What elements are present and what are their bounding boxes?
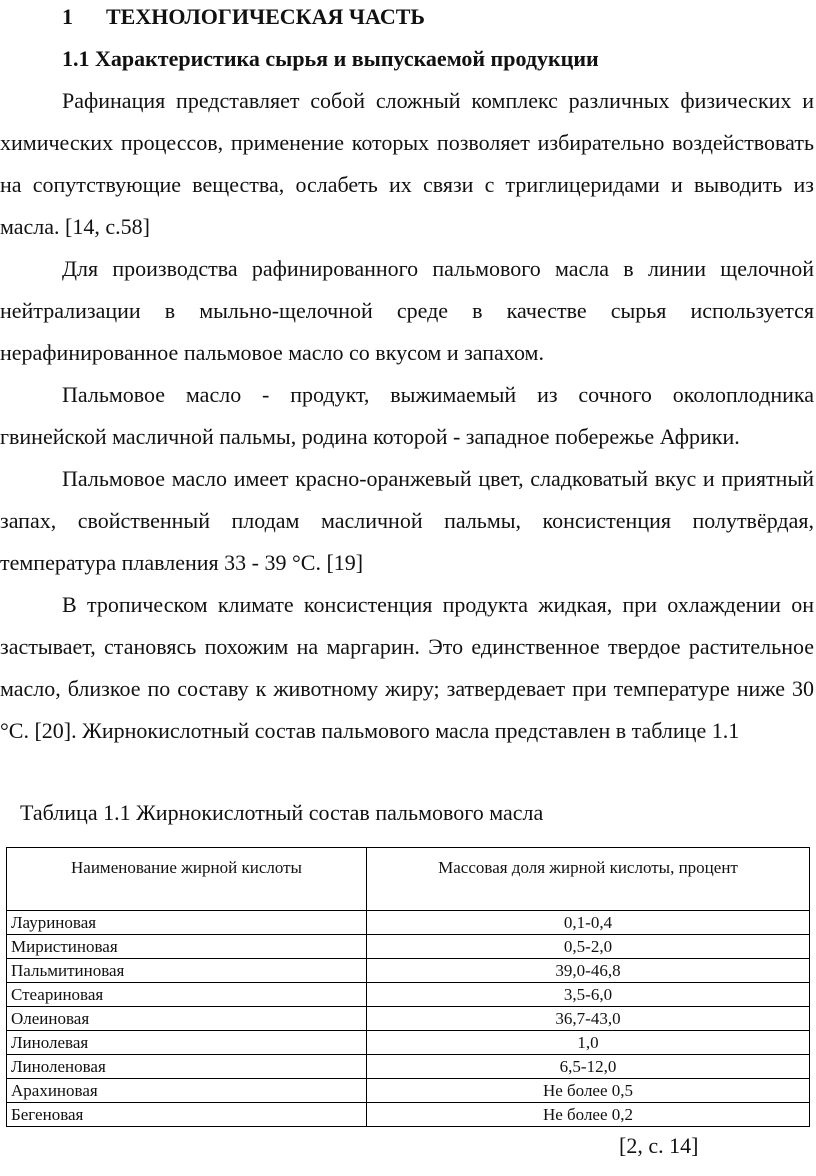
paragraph: Рафинация представляет собой сложный комплекс различных физических и химических процессов, применение которых позволяет избирательно воздействовать на сопутствующие вещества, ослабеть их связи с триглицеридами и выводить из масла. [14, с.58] <box>0 88 814 239</box>
subsection-heading: 1.1 Характеристика сырья и выпускаемой продукции <box>62 46 599 71</box>
section-number: 1 <box>62 4 73 29</box>
acid-name-cell: Олеиновая <box>7 1007 367 1031</box>
table-row <box>7 1031 810 1055</box>
section-heading <box>62 2 425 32</box>
acid-name-cell: Пальмитиновая <box>7 959 367 983</box>
mass-fraction-cell: 36,7-43,0 <box>367 1007 810 1031</box>
table-caption: Таблица 1.1 Жирнокислотный состав пальмового масла <box>20 800 544 825</box>
mass-fraction-cell: 0,1-0,4 <box>367 911 810 935</box>
table-row <box>7 1103 810 1127</box>
table-row <box>7 911 810 935</box>
table-row <box>7 983 810 1007</box>
paragraph: Пальмовое масло имеет красно-оранжевый цвет, сладковатый вкус и приятный запах, свойственный плодам масличной пальмы, консистенция полутвёрдая, температура плавления 33 - 39 °С. [19] <box>0 466 814 575</box>
column-header-mass-fraction: Массовая доля жирной кислоты, процент <box>367 848 810 911</box>
section-title: ТЕХНОЛОГИЧЕСКАЯ ЧАСТЬ <box>106 4 425 29</box>
mass-fraction-cell: 6,5-12,0 <box>367 1055 810 1079</box>
table-row <box>7 959 810 983</box>
paragraph: Для производства рафинированного пальмового масла в линии щелочной нейтрализации в мыльно-щелочной среде в качестве сырья используется нерафинированное пальмовое масло со вкусом и запахом. <box>0 256 814 365</box>
mass-fraction-cell: 1,0 <box>367 1031 810 1055</box>
table-row <box>7 935 810 959</box>
table-source-reference: [2, с. 14] <box>619 1133 699 1158</box>
mass-fraction-cell: Не более 0,2 <box>367 1103 810 1127</box>
acid-name-cell: Линоленовая <box>7 1055 367 1079</box>
column-header-acid-name: Наименование жирной кислоты <box>7 848 367 911</box>
acid-name-cell: Бегеновая <box>7 1103 367 1127</box>
table-row <box>7 1007 810 1031</box>
table-row <box>7 1079 810 1103</box>
acid-name-cell: Линолевая <box>7 1031 367 1055</box>
paragraph: В тропическом климате консистенция продукта жидкая, при охлаждении он застывает, становясь похожим на маргарин. Это единственное твердое растительное масло, близкое по составу к животному жиру; затвердевает при температуре ниже 30 °С. [20]. Жирнокислотный состав пальмового масла представлен в таблице 1.1 <box>0 592 814 743</box>
acid-name-cell: Лауриновая <box>7 911 367 935</box>
acid-name-cell: Стеариновая <box>7 983 367 1007</box>
paragraph: Пальмовое масло - продукт, выжимаемый из сочного околоплодника гвинейской масличной пальмы, родина которой - западное побережье Африки. <box>0 382 814 449</box>
table-header-row <box>7 848 810 911</box>
mass-fraction-cell: Не более 0,5 <box>367 1079 810 1103</box>
mass-fraction-cell: 0,5-2,0 <box>367 935 810 959</box>
mass-fraction-cell: 3,5-6,0 <box>367 983 810 1007</box>
mass-fraction-cell: 39,0-46,8 <box>367 959 810 983</box>
acid-name-cell: Арахиновая <box>7 1079 367 1103</box>
fatty-acid-table <box>6 847 810 1127</box>
acid-name-cell: Миристиновая <box>7 935 367 959</box>
table-row <box>7 1055 810 1079</box>
body-text <box>0 80 814 752</box>
